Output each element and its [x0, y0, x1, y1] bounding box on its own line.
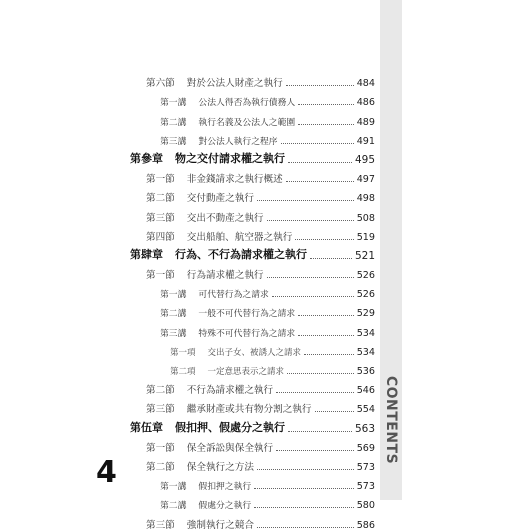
toc-entry-label: 第三節 — [146, 404, 175, 416]
toc-entry-label: 第一講 — [160, 98, 187, 109]
toc-leader-dots — [257, 527, 354, 528]
toc-entry-label: 第二節 — [146, 385, 175, 397]
toc-entry-page: 554 — [356, 404, 375, 416]
toc-entry-page: 521 — [354, 249, 375, 262]
toc-entry-title: 行為請求權之執行 — [186, 270, 264, 282]
toc-entry-title: 交出子女、被誘人之請求 — [207, 347, 302, 358]
toc-entry-label: 第二節 — [146, 461, 175, 473]
toc-entry-page: 573 — [356, 481, 375, 493]
toc-entry-page: 546 — [356, 385, 375, 397]
toc-entry-title: 交出不動產之執行 — [186, 212, 264, 224]
toc-entry-title: 保全訴訟與保全執行 — [186, 442, 274, 454]
toc-entry-page: 529 — [356, 308, 375, 320]
toc-entry-title: 物之交付請求權之執行 — [175, 151, 285, 165]
toc-entry-page: 534 — [356, 327, 375, 339]
toc-entry-page: 486 — [356, 97, 375, 109]
contents-label-text: CONTENTS — [383, 375, 399, 465]
toc-entry — [130, 358, 375, 377]
toc-leader-dots — [315, 411, 354, 412]
toc-entry-label: 第參章 — [130, 151, 163, 165]
toc-leader-dots — [298, 104, 354, 105]
toc-leader-dots — [310, 258, 352, 259]
toc-entry — [130, 185, 375, 204]
toc-entry-label: 第一節 — [146, 174, 175, 186]
toc-entry-label: 第二講 — [160, 501, 187, 512]
toc-leader-dots — [288, 431, 352, 432]
toc-entry — [130, 70, 375, 89]
toc-entry-label: 第一節 — [146, 270, 175, 282]
toc-entry-page: 580 — [356, 500, 375, 512]
toc-entry — [130, 147, 375, 166]
toc-entry — [130, 204, 375, 223]
toc-entry-page: 586 — [356, 519, 375, 531]
toc-entry-page: 569 — [356, 442, 375, 454]
toc-entry-title: 一般不可代替行為之請求 — [198, 309, 296, 320]
toc-entry — [130, 300, 375, 319]
toc-leader-dots — [286, 181, 354, 182]
toc-entry-title: 非金錢請求之執行概述 — [186, 174, 283, 186]
toc-entry-page: 563 — [354, 422, 375, 435]
toc-entry-label: 第二節 — [146, 193, 175, 205]
table-of-contents — [130, 70, 375, 531]
toc-entry-page: 526 — [356, 289, 375, 301]
toc-entry-title: 可代替行為之請求 — [198, 290, 269, 301]
toc-entry-page: 491 — [356, 135, 375, 147]
toc-entry — [130, 473, 375, 492]
toc-entry-label: 第一項 — [170, 347, 196, 358]
toc-leader-dots — [267, 277, 354, 278]
toc-entry — [130, 166, 375, 185]
toc-entry — [130, 243, 375, 262]
toc-entry-label: 第三節 — [146, 519, 175, 531]
toc-leader-dots — [295, 239, 353, 240]
toc-entry-title: 假扣押、假處分之執行 — [175, 420, 285, 434]
toc-entry-label: 第四節 — [146, 231, 175, 243]
page-number: 4 — [96, 455, 117, 490]
contents-side-label — [380, 370, 402, 470]
toc-entry-title: 一定意思表示之請求 — [207, 367, 285, 377]
toc-entry-page: 508 — [356, 212, 375, 224]
toc-leader-dots — [276, 392, 354, 393]
toc-leader-dots — [257, 200, 354, 201]
toc-entry-title: 公法人得否為執行債務人 — [198, 98, 296, 109]
toc-leader-dots — [288, 162, 352, 163]
toc-entry — [130, 511, 375, 530]
toc-leader-dots — [272, 296, 354, 297]
toc-entry — [130, 224, 375, 243]
toc-entry-title: 保全執行之方法 — [186, 461, 254, 473]
toc-entry-label: 第二講 — [160, 309, 187, 320]
toc-entry-title: 對於公法人財產之執行 — [186, 78, 283, 90]
toc-entry-page: 534 — [356, 346, 375, 358]
toc-entry-title: 強制執行之競合 — [186, 519, 254, 531]
toc-entry-title: 對公法人執行之程序 — [198, 136, 278, 147]
toc-entry — [130, 396, 375, 415]
toc-entry — [130, 108, 375, 127]
toc-leader-dots — [287, 373, 354, 374]
toc-entry-page: 519 — [356, 231, 375, 243]
toc-entry — [130, 377, 375, 396]
toc-entry-label: 第二項 — [170, 367, 196, 377]
toc-entry-page: 484 — [356, 78, 375, 90]
toc-entry-title: 假處分之執行 — [198, 501, 252, 512]
toc-entry — [130, 339, 375, 358]
toc-entry-label: 第一節 — [146, 442, 175, 454]
toc-entry-label: 第一講 — [160, 290, 187, 301]
toc-entry-page: 573 — [356, 461, 375, 473]
toc-entry — [130, 492, 375, 511]
toc-entry-page: 495 — [354, 153, 375, 166]
toc-leader-dots — [286, 85, 354, 86]
toc-entry-title: 假扣押之執行 — [198, 482, 252, 493]
toc-entry-title: 特殊不可代替行為之請求 — [198, 328, 296, 339]
toc-entry — [130, 319, 375, 338]
toc-entry-page: 536 — [356, 366, 375, 377]
toc-leader-dots — [276, 450, 354, 451]
toc-leader-dots — [267, 220, 354, 221]
toc-entry — [130, 128, 375, 147]
toc-entry-title: 繼承財產或共有物分割之執行 — [186, 404, 312, 416]
toc-entry-title: 交出船舶、航空器之執行 — [186, 231, 293, 243]
toc-leader-dots — [298, 315, 354, 316]
toc-entry — [130, 415, 375, 434]
toc-entry-label: 第肆章 — [130, 247, 163, 261]
toc-entry-label: 第三講 — [160, 328, 187, 339]
toc-entry-label: 第伍章 — [130, 420, 163, 434]
toc-entry-page: 498 — [356, 193, 375, 205]
toc-leader-dots — [298, 124, 354, 125]
toc-leader-dots — [254, 507, 353, 508]
toc-entry-label: 第三講 — [160, 136, 187, 147]
toc-entry-title: 交付動產之執行 — [186, 193, 254, 205]
toc-entry — [130, 89, 375, 108]
toc-leader-dots — [298, 335, 354, 336]
toc-leader-dots — [304, 354, 354, 355]
toc-entry-page: 497 — [356, 174, 375, 186]
toc-entry-label: 第三節 — [146, 212, 175, 224]
toc-entry-label: 第二講 — [160, 117, 187, 128]
toc-entry — [130, 262, 375, 281]
toc-entry-title: 行為、不行為請求權之執行 — [175, 247, 307, 261]
toc-entry — [130, 281, 375, 300]
toc-entry-page: 489 — [356, 116, 375, 128]
toc-entry — [130, 435, 375, 454]
toc-entry-page: 526 — [356, 270, 375, 282]
toc-leader-dots — [281, 143, 354, 144]
toc-leader-dots — [257, 469, 354, 470]
toc-leader-dots — [254, 488, 353, 489]
toc-entry-title: 執行名義及公法人之範圍 — [198, 117, 296, 128]
toc-entry-label: 第一講 — [160, 482, 187, 493]
toc-entry — [130, 454, 375, 473]
toc-entry-title: 不行為請求權之執行 — [186, 385, 274, 397]
toc-entry-label: 第六節 — [146, 78, 175, 90]
